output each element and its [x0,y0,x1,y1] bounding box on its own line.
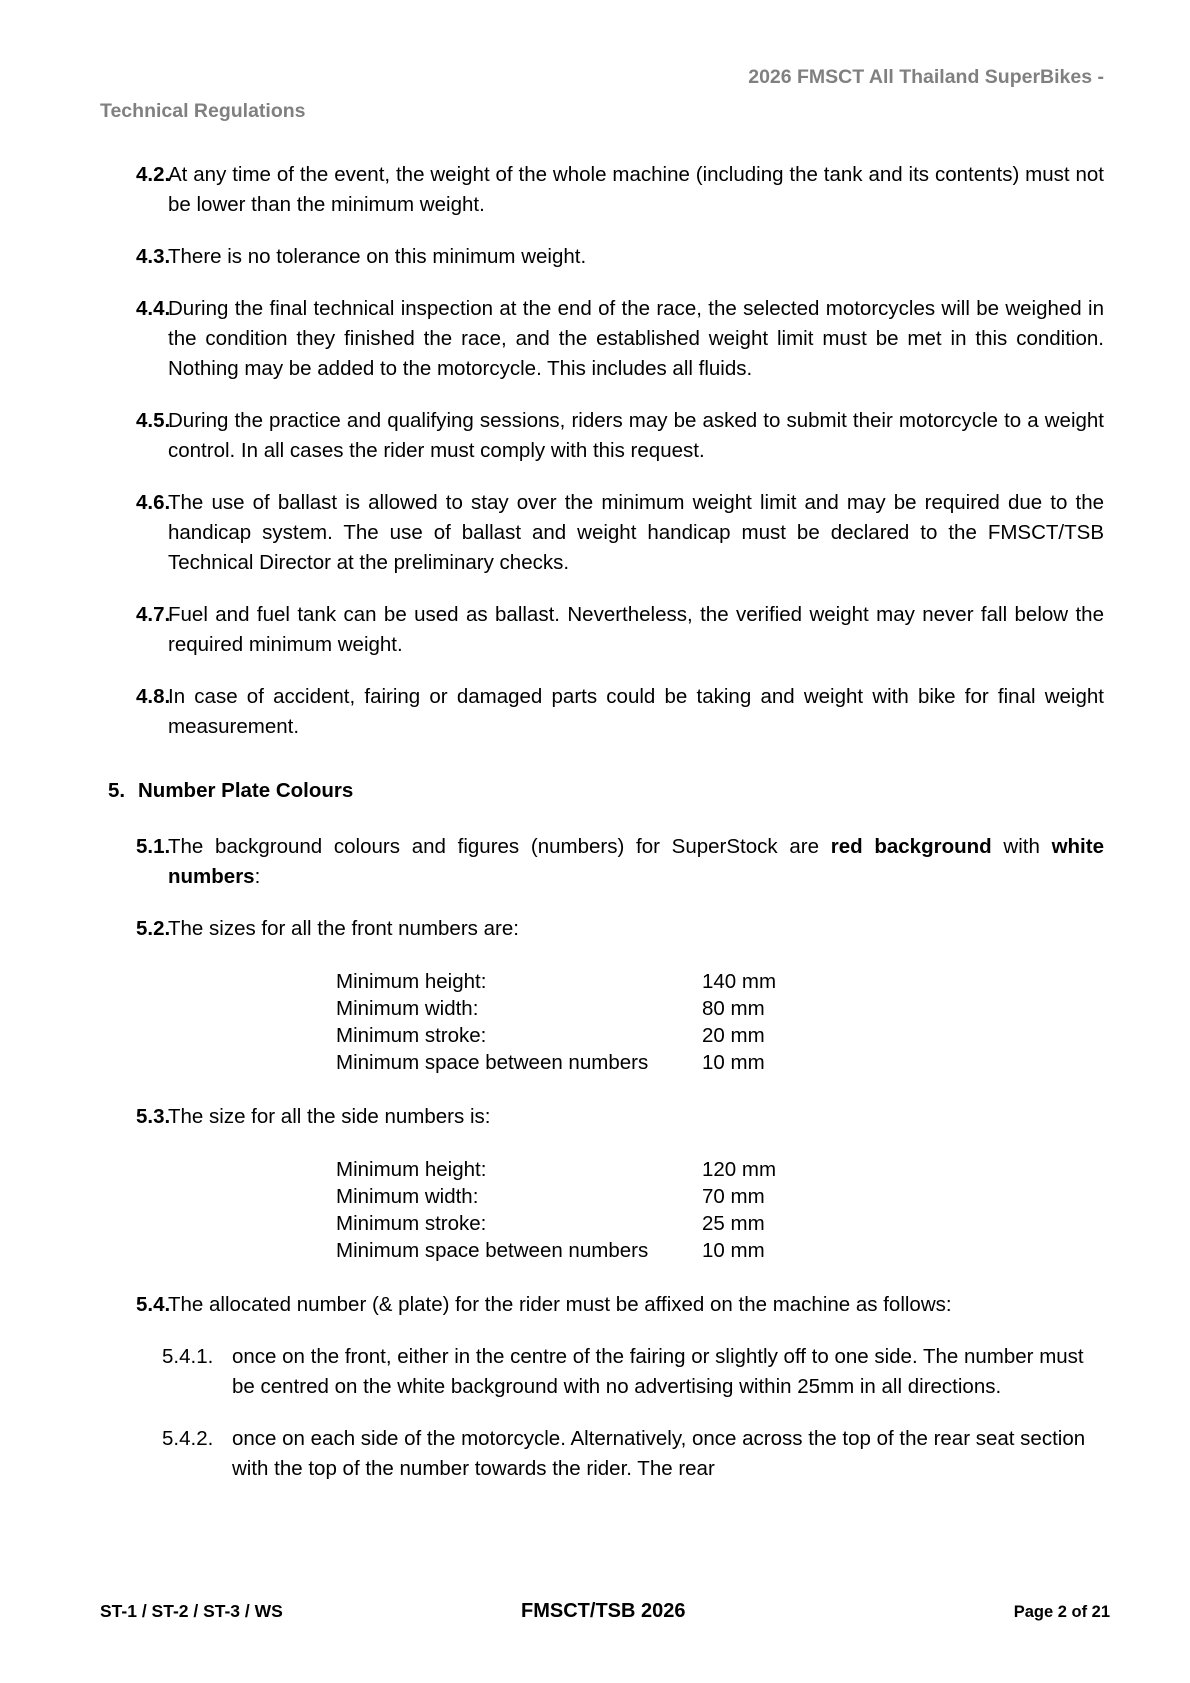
spec-label: Minimum height: [336,970,487,993]
page-footer [100,1600,1110,1623]
spec-label: Minimum space between numbers [336,1239,649,1262]
spec-row [336,1049,1110,1076]
clause-5-3 [100,1102,1110,1132]
spec-row [336,968,1110,995]
spec-row [336,1156,1110,1183]
clause-5-4-1 [100,1342,1110,1402]
clause-number: 5.4. [136,1293,171,1316]
spec-value: 70 mm [702,1185,765,1208]
spec-row [336,1210,1110,1237]
spec-label: Minimum space between numbers [336,1051,649,1074]
footer-document-title: FMSCT/TSB 2026 [521,1600,686,1622]
spec-row [336,1183,1110,1210]
clause-text: During the practice and qualifying sessions, riders may be asked to submit their motorcycle to a weight control. In all cases the rider must comply with this request. [168,409,1104,462]
clause-text-bold-red-background: red background [830,835,992,858]
clause-5-4-2 [100,1424,1110,1484]
clause-text-part3: : [254,865,261,888]
footer-page-number: Page 2 of 21 [1013,1603,1110,1621]
spec-row [336,995,1110,1022]
clause-number: 5.2. [136,917,171,940]
header-title-line2: Technical Regulations [100,100,306,122]
clause-4-5 [100,406,1110,466]
clause-number: 4.5. [136,409,171,432]
clause-text: At any time of the event, the weight of the whole machine (including the tank and its contents) must not be lower than the minimum weight. [168,163,1104,216]
front-number-spec-table [100,968,1110,1076]
clause-number: 4.4. [136,297,171,320]
clause-text: The allocated number (& plate) for the rider must be affixed on the machine as follows: [168,1293,952,1316]
section-title: Number Plate Colours [138,779,354,802]
clause-number: 4.3. [136,245,171,268]
spec-label: Minimum width: [336,1185,479,1208]
clause-5-4 [100,1290,1110,1320]
clause-text-part1: The background colours and figures (numbers) for SuperStock are [168,835,831,858]
clause-number: 4.2. [136,163,171,186]
clause-text: In case of accident, fairing or damaged parts could be taking and weight with bike for final weight measurement. [168,685,1104,738]
clause-text-part2: with [991,835,1052,858]
spec-label: Minimum width: [336,997,479,1020]
spec-label: Minimum stroke: [336,1212,487,1235]
clause-text: The use of ballast is allowed to stay over the minimum weight limit and may be required due to the handicap system. The use of ballast and weight handicap must be declared to the FMSCT/TSB Technical Director at the preliminary checks. [168,491,1104,574]
clause-4-3 [100,242,1110,272]
clause-number: 4.8. [136,685,171,708]
page-header [100,60,1110,128]
spec-value: 10 mm [702,1239,765,1262]
spec-label: Minimum stroke: [336,1024,487,1047]
section-number: 5. [108,779,126,802]
clause-text: During the final technical inspection at the end of the race, the selected motorcycles will be weighed in the condition they finished the race, and the established weight limit must be met in this condition. Nothing may be added to the motorcycle. This includes all fluids. [168,297,1104,380]
clause-text: Fuel and fuel tank can be used as ballast. Nevertheless, the verified weight may never fall below the required minimum weight. [168,603,1104,656]
footer-class-codes: ST-1 / ST-2 / ST-3 / WS [100,1601,283,1621]
clause-5-2 [100,914,1110,944]
header-title-line1: 2026 FMSCT All Thailand SuperBikes - [748,66,1104,88]
spec-value: 140 mm [702,970,777,993]
subclause-text: once on the front, either in the centre of the fairing or slightly off to one side. The number must be centred on the white background with no advertising within 25mm in all directions. [232,1345,1084,1398]
clause-text: There is no tolerance on this minimum weight. [168,245,587,268]
clause-number: 5.3. [136,1105,171,1128]
spec-row [336,1022,1110,1049]
spec-value: 20 mm [702,1024,765,1047]
document-body [100,160,1110,1506]
side-number-spec-table [100,1156,1110,1264]
spec-value: 80 mm [702,997,765,1020]
section-heading-5 [100,776,1110,806]
subclause-text: once on each side of the motorcycle. Alternatively, once across the top of the rear seat section with the top of the number towards the rider. The rear [232,1427,1086,1480]
clause-number: 4.6. [136,491,171,514]
spec-value: 25 mm [702,1212,765,1235]
clause-text-bold-white-numbers: white numbers [168,835,1104,888]
spec-value: 10 mm [702,1051,765,1074]
subclause-number: 5.4.2. [162,1427,214,1450]
clause-text: The sizes for all the front numbers are: [168,917,519,940]
clause-text [168,832,1110,892]
clause-4-2 [100,160,1110,220]
clause-text: The size for all the side numbers is: [168,1105,491,1128]
spec-row [336,1237,1110,1264]
spec-value: 120 mm [702,1158,777,1181]
subclause-number: 5.4.1. [162,1345,214,1368]
clause-number: 5.1. [136,835,171,858]
clause-4-4 [100,294,1110,384]
clause-4-7 [100,600,1110,660]
clause-4-6 [100,488,1110,578]
clause-4-8 [100,682,1110,742]
spec-label: Minimum height: [336,1158,487,1181]
clause-5-1 [100,832,1110,892]
clause-number: 4.7. [136,603,171,626]
